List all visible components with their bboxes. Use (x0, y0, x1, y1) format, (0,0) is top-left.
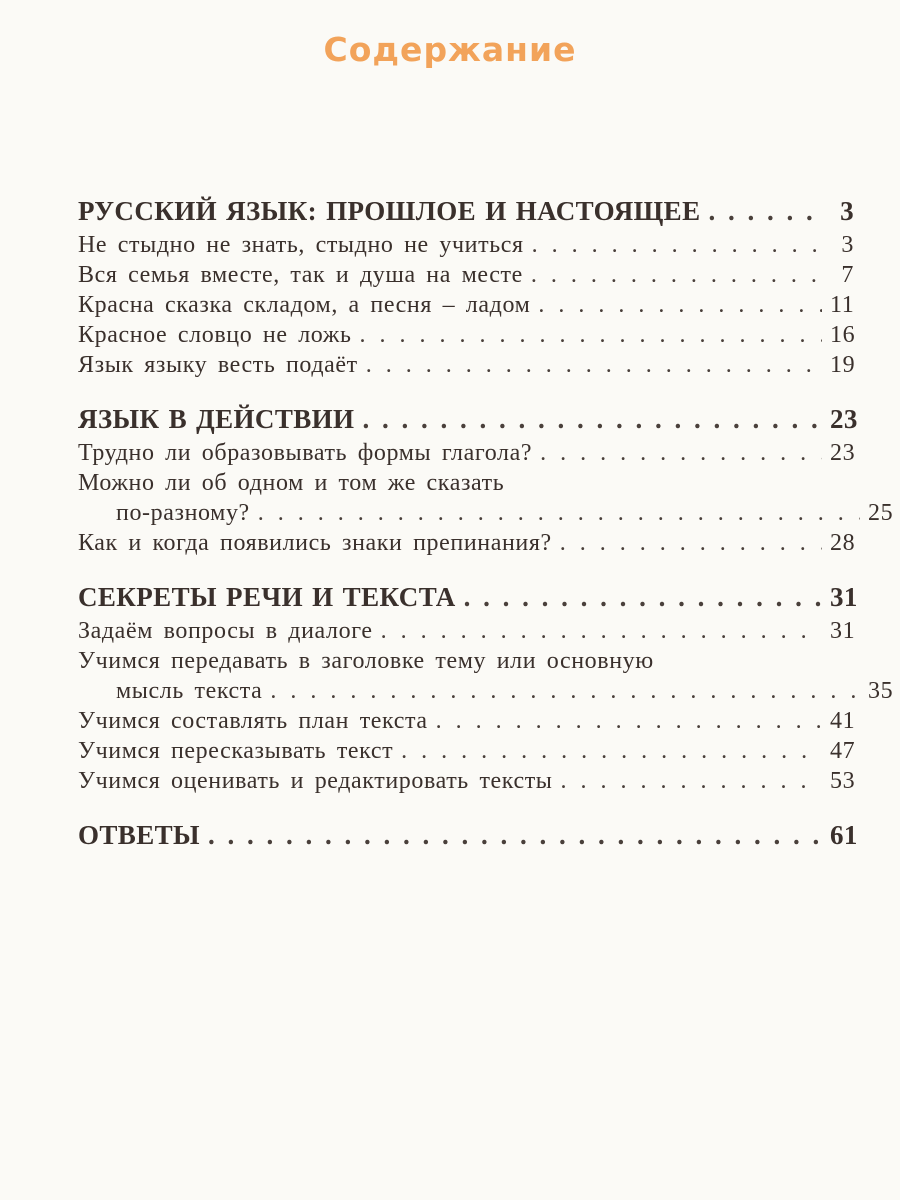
page-number: 19 (830, 352, 856, 378)
toc-entry[interactable] (78, 528, 854, 558)
page-number: 25 (868, 500, 894, 526)
section-title: СЕКРЕТЫ РЕЧИ И ТЕКСТА (78, 582, 456, 612)
toc-entry[interactable] (78, 350, 854, 380)
entry-title-line-2: по-разному? (116, 500, 250, 526)
page-number: 7 (841, 262, 854, 288)
dot-leader (531, 260, 822, 290)
dot-leader (560, 528, 822, 558)
entry-continuation (78, 676, 892, 706)
toc-entry[interactable] (78, 766, 854, 796)
table-of-contents (78, 192, 894, 854)
entry-title: Учимся составлять план текста (78, 708, 428, 734)
page-number: 28 (830, 530, 856, 556)
dot-leader (401, 736, 822, 766)
dot-leader (208, 816, 822, 854)
entry-title-line-1: Можно ли об одном и том же сказать (78, 470, 505, 496)
section-title: ЯЗЫК В ДЕЙСТВИИ (78, 404, 355, 434)
toc-entry[interactable] (78, 616, 854, 646)
page-number: 31 (830, 618, 856, 644)
toc-entry-wrapped[interactable] (78, 468, 894, 528)
page-number: 11 (830, 292, 855, 318)
dot-leader (532, 230, 822, 260)
dot-leader (709, 192, 823, 230)
toc-entry[interactable] (78, 438, 854, 468)
entry-continuation (78, 498, 892, 528)
toc-section[interactable] (78, 816, 858, 854)
toc-entry[interactable] (78, 260, 854, 290)
entry-title: Учимся оценивать и редактировать тексты (78, 768, 553, 794)
toc-section[interactable] (78, 192, 854, 230)
entry-title: Задаём вопросы в диалоге (78, 618, 373, 644)
toc-entry[interactable] (78, 230, 854, 260)
page-number: 23 (830, 440, 856, 466)
entry-title: Красна сказка складом, а песня – ладом (78, 292, 531, 318)
dot-leader (366, 350, 822, 380)
entry-title-line-1: Учимся передавать в заголовке тему или основную (78, 648, 654, 674)
entry-title: Красное словцо не ложь (78, 322, 352, 348)
entry-title: Как и когда появились знаки препинания? (78, 530, 552, 556)
dot-leader (381, 616, 822, 646)
dot-leader (362, 400, 822, 438)
toc-entry[interactable] (78, 290, 854, 320)
toc-section[interactable] (78, 578, 858, 616)
page-number: 53 (830, 768, 856, 794)
page-number: 41 (830, 708, 856, 734)
dot-leader (561, 766, 822, 796)
page-number: 23 (830, 404, 858, 434)
toc-entry[interactable] (78, 320, 854, 350)
toc-entry[interactable] (78, 706, 854, 736)
page-number: 3 (840, 196, 854, 226)
dot-leader (270, 676, 860, 706)
entry-title: Трудно ли образовывать формы глагола? (78, 440, 533, 466)
dot-leader (538, 290, 822, 320)
page-number: 31 (830, 582, 858, 612)
toc-entry[interactable] (78, 736, 854, 766)
entry-title: Не стыдно не знать, стыдно не учиться (78, 232, 524, 258)
section-title: РУССКИЙ ЯЗЫК: ПРОШЛОЕ И НАСТОЯЩЕЕ (78, 196, 701, 226)
page-number: 3 (841, 232, 854, 258)
entry-title: Язык языку весть подаёт (78, 352, 358, 378)
dot-leader (464, 578, 822, 616)
entry-title-line-2: мысль текста (116, 678, 263, 704)
dot-leader (436, 706, 822, 736)
page-number: 16 (830, 322, 856, 348)
dot-leader (540, 438, 822, 468)
page-number: 47 (830, 738, 856, 764)
page-number: 61 (830, 820, 858, 850)
toc-entry-wrapped[interactable] (78, 646, 894, 706)
entry-title: Вся семья вместе, так и душа на месте (78, 262, 523, 288)
dot-leader (360, 320, 822, 350)
section-title: ОТВЕТЫ (78, 820, 200, 850)
page-title: Содержание (323, 30, 577, 69)
entry-title: Учимся пересказывать текст (78, 738, 394, 764)
toc-section[interactable] (78, 400, 858, 438)
dot-leader (258, 498, 860, 528)
page-number: 35 (868, 678, 894, 704)
